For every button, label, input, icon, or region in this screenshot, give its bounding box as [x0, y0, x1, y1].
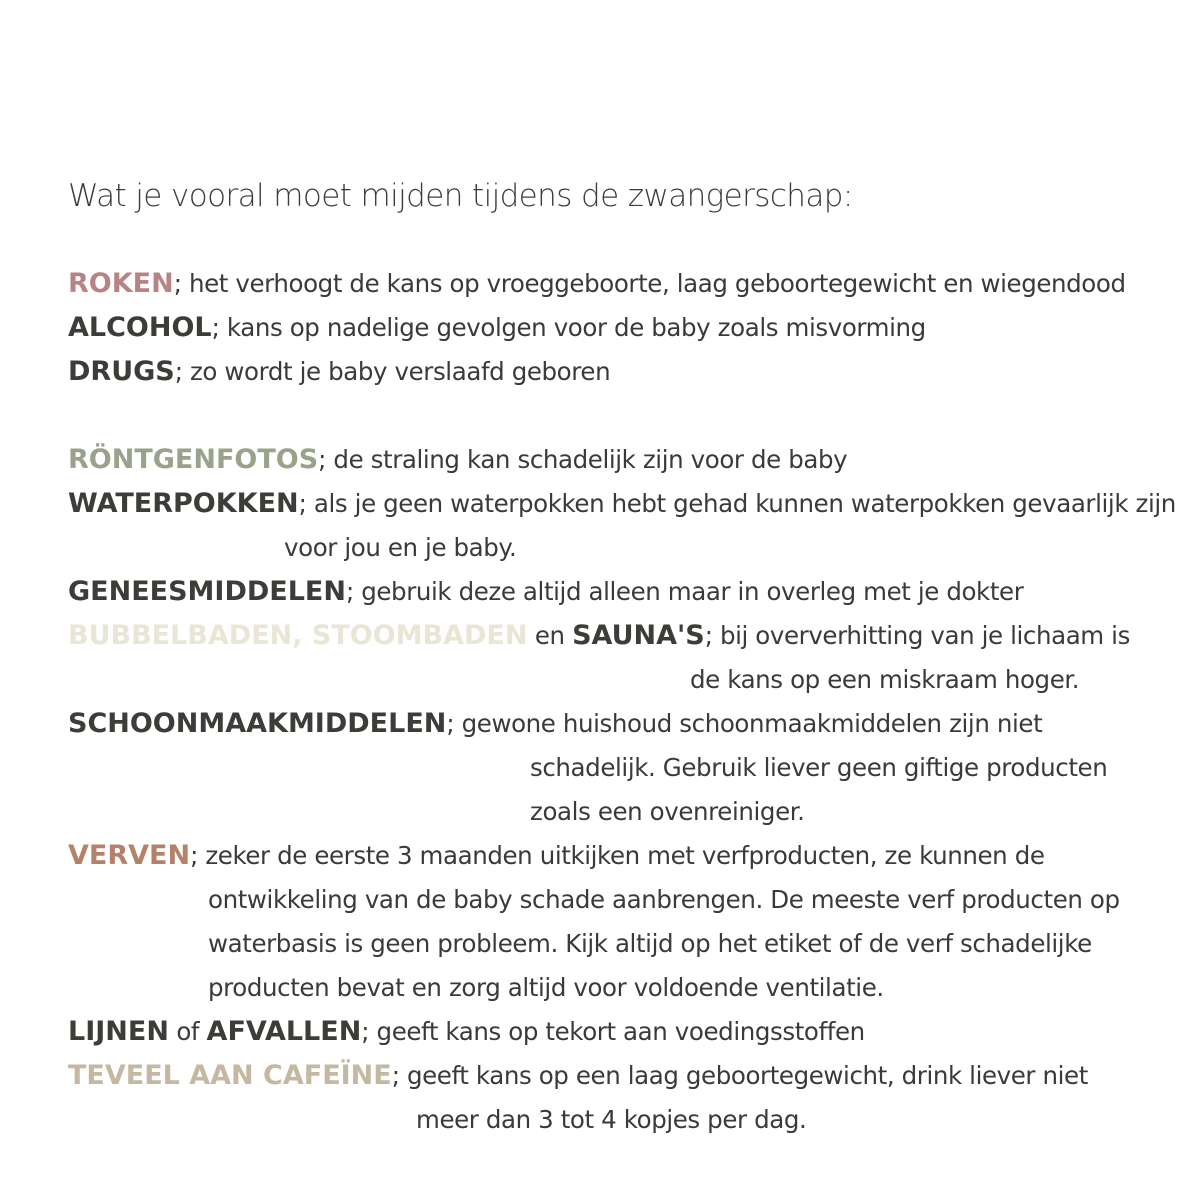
item-cafeine — [68, 1054, 1088, 1098]
text-rontgenfotos: ; de straling kan schadelijk zijn voor de baby — [318, 445, 848, 474]
item-geneesmiddelen — [68, 570, 1023, 614]
keyword-alcohol: ALCOHOL — [68, 312, 212, 343]
keyword-drugs: DRUGS — [68, 356, 175, 387]
text-verven-continued-1: ontwikkeling van de baby schade aanbrengen. De meeste verf producten op — [208, 885, 1120, 914]
text-verven: ; zeker de eerste 3 maanden uitkijken met verfproducten, ze kunnen de — [190, 841, 1045, 870]
keyword-bubbelbaden-stoombaden: BUBBELBADEN, STOOMBADEN — [68, 620, 528, 651]
text-schoonmaakmiddelen: ; gewone huishoud schoonmaakmiddelen zijn niet — [446, 709, 1043, 738]
text-cafeine: ; geeft kans op een laag geboortegewicht, drink liever niet — [391, 1061, 1088, 1090]
keyword-afvallen: AFVALLEN — [206, 1016, 362, 1047]
text-baden: ; bij oververhitting van je lichaam is — [704, 621, 1130, 650]
keyword-rontgenfotos: RÖNTGENFOTOS — [68, 444, 319, 475]
keyword-roken: ROKEN — [68, 268, 174, 299]
item-schoonmaakmiddelen — [68, 702, 1042, 746]
text-drugs: ; zo wordt je baby verslaafd geboren — [174, 357, 611, 386]
text-schoonmaakmiddelen-continued-1: schadelijk. Gebruik liever geen giftige producten — [530, 753, 1108, 782]
item-baden — [68, 614, 1130, 658]
item-waterpokken — [68, 482, 1176, 526]
keyword-schoonmaakmiddelen: SCHOONMAAKMIDDELEN — [68, 708, 447, 739]
keyword-geneesmiddelen: GENEESMIDDELEN — [68, 576, 346, 607]
item-drugs — [68, 350, 610, 394]
item-lijnen-afvallen — [68, 1010, 865, 1054]
item-verven — [68, 834, 1045, 878]
keyword-waterpokken: WATERPOKKEN — [68, 488, 299, 519]
text-verven-continued-2: waterbasis is geen probleem. Kijk altijd op het etiket of de verf schadelijke — [208, 929, 1092, 958]
page-title: Wat je vooral moet mijden tijdens de zwangerschap: — [68, 178, 853, 214]
text-schoonmaakmiddelen-continued-2: zoals een ovenreiniger. — [530, 797, 805, 826]
text-roken: ; het verhoogt de kans op vroeggeboorte, laag geboortegewicht en wiegendood — [173, 269, 1126, 298]
text-waterpokken: ; als je geen waterpokken hebt gehad kunnen waterpokken gevaarlijk zijn — [298, 489, 1176, 518]
keyword-saunas: SAUNA'S — [572, 620, 705, 651]
item-rontgenfotos — [68, 438, 847, 482]
text-baden-continued: de kans op een miskraam hoger. — [690, 665, 1080, 694]
text-verven-continued-3: producten bevat en zorg altijd voor voldoende ventilatie. — [208, 973, 884, 1002]
text-cafeine-continued: meer dan 3 tot 4 kopjes per dag. — [416, 1105, 807, 1134]
text-lijnen-afvallen: ; geeft kans op tekort aan voedingsstoffen — [361, 1017, 865, 1046]
text-geneesmiddelen: ; gebruik deze altijd alleen maar in overleg met je dokter — [345, 577, 1024, 606]
item-roken — [68, 262, 1126, 306]
keyword-verven: VERVEN — [68, 840, 191, 871]
connector-of: of — [176, 1017, 200, 1046]
text-waterpokken-continued: voor jou en je baby. — [284, 533, 517, 562]
keyword-teveel-aan-cafeine: TEVEEL AAN CAFEÏNE — [68, 1060, 392, 1091]
item-alcohol — [68, 306, 926, 350]
text-alcohol: ; kans op nadelige gevolgen voor de baby zoals misvorming — [211, 313, 926, 342]
keyword-lijnen: LIJNEN — [68, 1016, 169, 1047]
connector-en: en — [534, 621, 565, 650]
